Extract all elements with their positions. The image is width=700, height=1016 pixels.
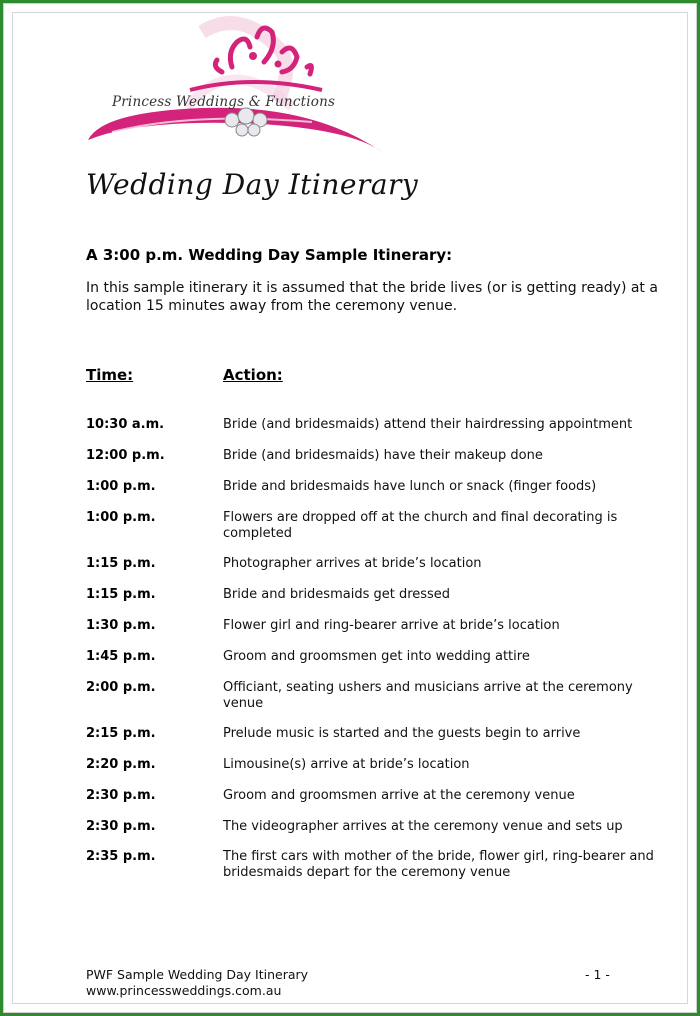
row-action: Flowers are dropped off at the church and final decorating is completed [223,510,618,541]
column-header-time: Time: [86,366,134,384]
footer-doc-name: PWF Sample Wedding Day Itinerary [86,967,309,982]
row-time: 2:30 p.m. [86,819,156,834]
row-action: Officiant, seating ushers and musicians arrive at the ceremony venue [223,680,633,711]
page-title: Wedding Day Itinerary [86,168,419,201]
row-time: 1:15 p.m. [86,587,156,602]
row-action: Prelude music is started and the guests begin to arrive [223,726,581,741]
row-time: 2:35 p.m. [86,849,156,864]
itinerary-subtitle: A 3:00 p.m. Wedding Day Sample Itinerary: [86,246,453,264]
row-action: Flower girl and ring-bearer arrive at bride’s location [223,618,560,633]
row-action: The first cars with mother of the bride, flower girl, ring-bearer and bridesmaids depart for the ceremony venue [223,849,654,880]
row-time: 1:30 p.m. [86,618,156,633]
row-time: 12:00 p.m. [86,448,165,463]
intro-paragraph: In this sample itinerary it is assumed that the bride lives (or is getting ready) at a location 15 minutes away from the ceremony venue. [86,280,658,314]
row-time: 2:20 p.m. [86,757,156,772]
row-action: Bride and bridesmaids have lunch or snack (finger foods) [223,479,597,494]
row-time: 2:00 p.m. [86,680,156,695]
row-time: 2:30 p.m. [86,788,156,803]
row-time: 2:15 p.m. [86,726,156,741]
row-time: 1:45 p.m. [86,649,156,664]
page-number: - 1 - [585,967,610,982]
row-time: 1:15 p.m. [86,556,156,571]
row-action: Bride (and bridesmaids) have their makeup done [223,448,543,463]
row-action: Bride and bridesmaids get dressed [223,587,451,602]
row-action: Photographer arrives at bride’s location [223,556,482,571]
row-action: Limousine(s) arrive at bride’s location [223,757,470,772]
row-action: Groom and groomsmen arrive at the ceremony venue [223,788,575,803]
brand-name: Princess Weddings & Functions [112,94,336,110]
footer-website[interactable]: www.princessweddings.com.au [86,983,282,998]
column-header-action: Action: [223,366,283,384]
row-time: 1:00 p.m. [86,510,156,525]
row-action: Bride (and bridesmaids) attend their hairdressing appointment [223,417,633,432]
brand-logo [82,12,392,162]
row-time: 1:00 p.m. [86,479,156,494]
row-action: Groom and groomsmen get into wedding attire [223,649,530,664]
row-action: The videographer arrives at the ceremony venue and sets up [223,819,623,834]
footer [86,967,308,999]
tiara-logo-icon [82,12,392,162]
row-time: 10:30 a.m. [86,417,165,432]
